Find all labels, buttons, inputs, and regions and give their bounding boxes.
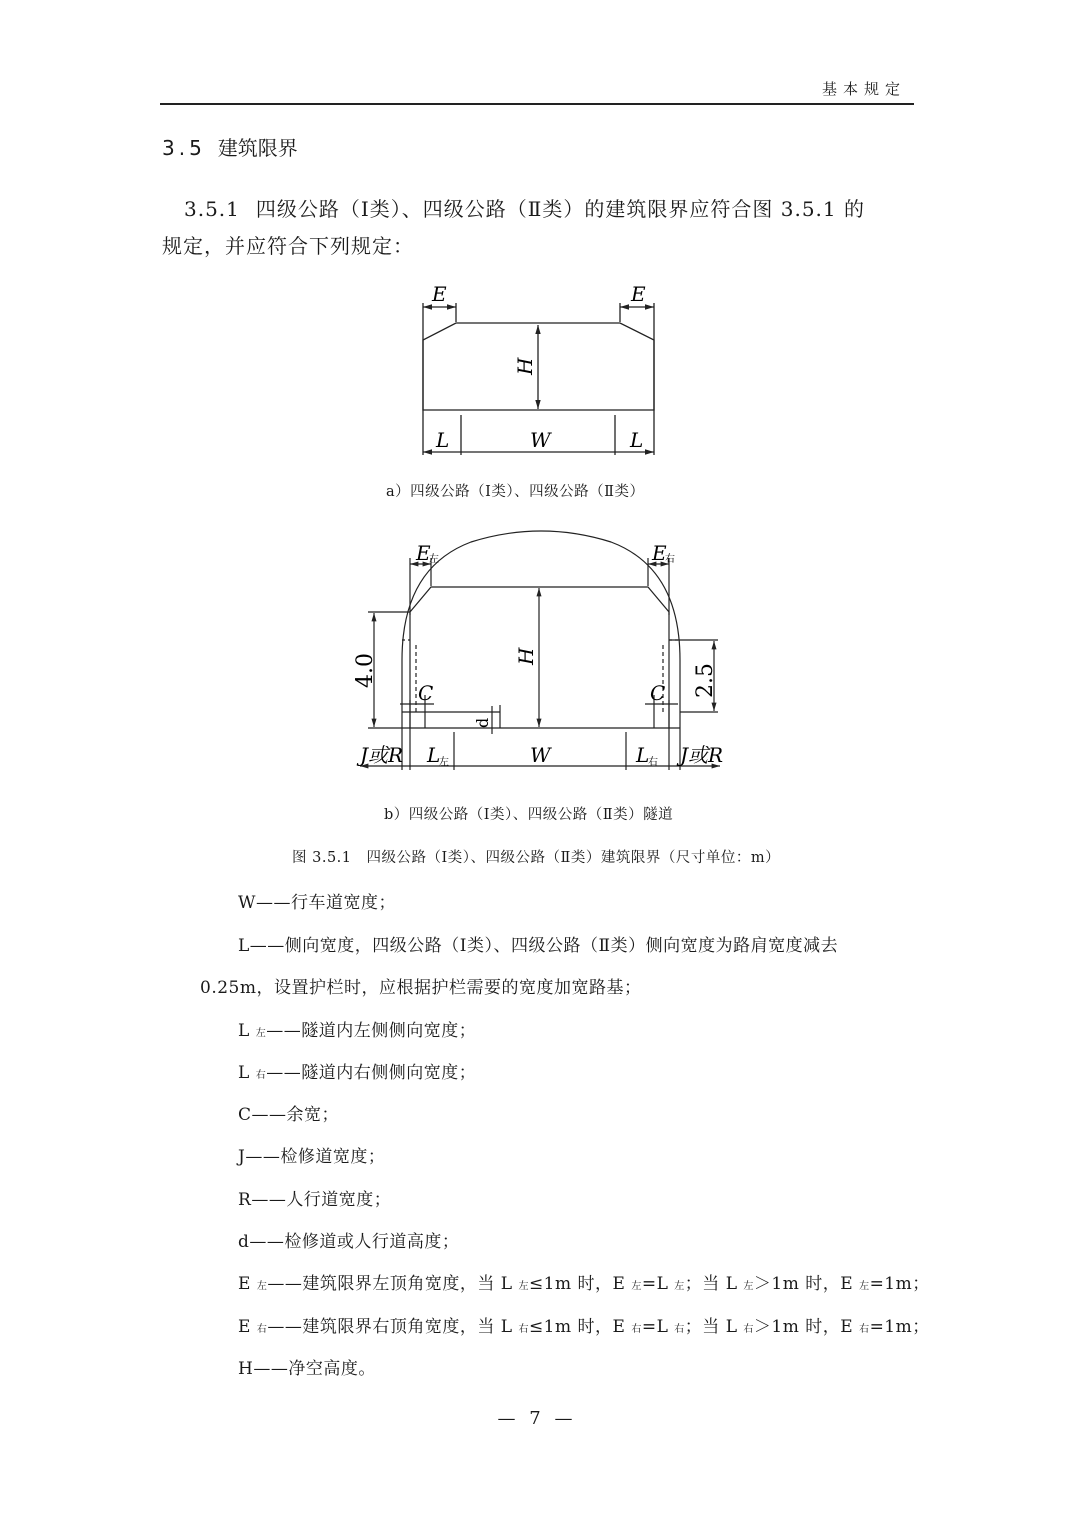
def-text: ≤1m 时，E [528, 1274, 626, 1294]
def-sub: 左 [518, 1281, 529, 1292]
figure-a-caption: a）四级公路（Ⅰ类）、四级公路（Ⅱ类） [386, 484, 645, 500]
def-h [238, 1354, 376, 1379]
def-symbol: H [238, 1359, 254, 1379]
fig-b-label-c-left: C [418, 681, 434, 705]
figure-b [0, 520, 1074, 790]
def-e-right [238, 1312, 930, 1337]
fig-b-label-e-left: E [416, 541, 431, 565]
def-sub: 右 [255, 1070, 267, 1081]
def-sub: 右 [631, 1324, 642, 1335]
def-l-cont: 0.25m，设置护栏时，应根据护栏需要的宽度加宽路基； [200, 978, 642, 998]
def-text: ＞1m 时，E [753, 1274, 854, 1294]
def-text: =L [641, 1317, 669, 1337]
def-text: ——检修道或人行道高度； [249, 1232, 460, 1252]
def-text: ——人行道宽度； [251, 1190, 392, 1210]
def-text: ——隧道内左侧侧向宽度； [266, 1021, 477, 1041]
def-text: ——侧向宽度，四级公路（Ⅰ类）、四级公路（Ⅱ类）侧向宽度为路肩宽度减去 [249, 936, 839, 956]
def-text: ——余宽； [251, 1105, 340, 1125]
fig-b-label-l-left-sub: 左 [439, 757, 449, 768]
def-sub: 右 [674, 1324, 685, 1335]
fig-b-label-d: d [473, 717, 492, 728]
clause-text-1: 四级公路（Ⅰ类）、四级公路（Ⅱ类）的建筑限界应符合图 3.5.1 的 [255, 197, 865, 221]
def-l [238, 931, 838, 956]
running-header: 基本规定 [822, 80, 907, 98]
fig-a-label-l-left: L [436, 428, 450, 452]
fig-b-label-l-left: L [427, 743, 441, 767]
def-w [238, 888, 396, 913]
def-sub: 左 [859, 1281, 870, 1292]
section-title: 建筑限界 [217, 136, 298, 160]
def-text: ≤1m 时，E [528, 1317, 626, 1337]
def-text: ＞1m 时，E [753, 1317, 854, 1337]
def-l-left [238, 1016, 476, 1041]
def-symbol: W [238, 893, 256, 913]
fig-b-label-dim-left: 4.0 [353, 653, 378, 688]
def-text: ——隧道内右侧侧向宽度； [266, 1063, 477, 1083]
def-symbol: J [238, 1147, 246, 1167]
clause-number: 3.5.1 [184, 197, 240, 221]
fig-b-label-h: H [514, 647, 538, 665]
fig-a-label-e-left: E [432, 282, 447, 306]
def-symbol: C [238, 1105, 252, 1125]
fig-b-label-e-right-sub: 右 [665, 554, 675, 565]
def-d [238, 1227, 459, 1252]
def-symbol: L [238, 1063, 250, 1083]
def-text: ——行车道宽度； [255, 893, 396, 913]
def-sub: 右 [859, 1324, 870, 1335]
def-sub: 左 [674, 1281, 685, 1292]
def-text: ——建筑限界左顶角宽度，当 L [267, 1274, 513, 1294]
def-text: =1m； [869, 1317, 930, 1337]
def-sub: 左 [255, 1028, 267, 1039]
fig-a-label-l-right: L [630, 428, 644, 452]
fig-b-label-e-left-sub: 左 [429, 554, 439, 565]
def-text: ——建筑限界右顶角宽度，当 L [267, 1317, 513, 1337]
def-text: =L [641, 1274, 669, 1294]
tunnel-arch [402, 531, 680, 728]
def-text: ；当 L [684, 1274, 738, 1294]
clause-line-2: 规定，并应符合下列规定： [162, 234, 414, 258]
fig-a-label-w: W [530, 428, 551, 452]
def-symbol: L [238, 936, 250, 956]
def-l-right [238, 1058, 476, 1083]
page-number: — 7 — [497, 1408, 577, 1429]
def-sub: 左 [256, 1281, 268, 1292]
def-sub: 右 [743, 1324, 754, 1335]
def-text: ；当 L [684, 1317, 738, 1337]
fig-b-label-e-right: E [652, 541, 667, 565]
def-c [238, 1100, 339, 1125]
def-symbol: E [238, 1317, 251, 1337]
fig-b-label-jr-right: J或R [680, 743, 724, 767]
fig-a-label-h: H [513, 357, 537, 375]
def-r [238, 1185, 391, 1210]
def-j [238, 1142, 385, 1167]
figure-b-caption: b）四级公路（Ⅰ类）、四级公路（Ⅱ类）隧道 [384, 807, 674, 823]
fig-b-label-w: W [530, 743, 551, 767]
def-sub: 左 [743, 1281, 754, 1292]
fig-b-label-dim-right: 2.5 [693, 663, 718, 698]
def-text: =1m； [869, 1274, 930, 1294]
fig-b-label-c-right: C [650, 681, 666, 705]
def-symbol: L [238, 1021, 250, 1041]
def-e-left [238, 1269, 930, 1294]
section-number: 3.5 [162, 136, 206, 160]
figure-a [0, 0, 1074, 520]
fig-b-label-jr-left: J或R [360, 743, 404, 767]
def-symbol: d [238, 1232, 250, 1252]
def-sub: 左 [631, 1281, 642, 1292]
figure-caption: 图 3.5.1 四级公路（Ⅰ类）、四级公路（Ⅱ类）建筑限界（尺寸单位：m） [292, 850, 781, 866]
def-symbol: R [238, 1190, 252, 1210]
def-text: ——检修道宽度； [245, 1147, 386, 1167]
fig-a-label-e-right: E [631, 282, 646, 306]
fig-b-label-l-right-sub: 右 [648, 757, 658, 768]
fig-b-label-l-right: L [636, 743, 650, 767]
def-symbol: E [238, 1274, 251, 1294]
def-sub: 右 [518, 1324, 529, 1335]
def-sub: 右 [256, 1324, 268, 1335]
def-text: ——净空高度。 [253, 1359, 376, 1379]
